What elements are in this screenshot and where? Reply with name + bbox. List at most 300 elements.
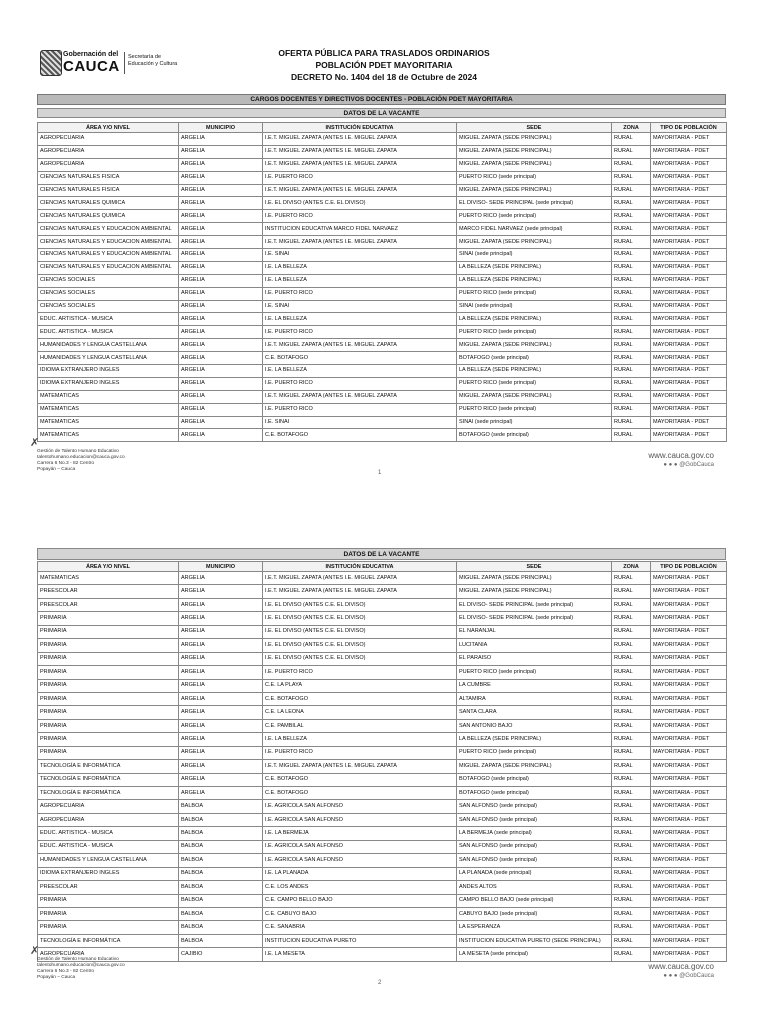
table-cell: MAYORITARIA - PDET <box>651 760 727 773</box>
table-cell: MAYORITARIA - PDET <box>651 300 727 313</box>
table-row <box>38 158 727 171</box>
table-cell: SINAI (sede principal) <box>457 249 612 262</box>
table-cell: MAYORITARIA - PDET <box>651 719 727 732</box>
table-cell: ARGELIA <box>179 352 263 365</box>
table-cell: MAYORITARIA - PDET <box>651 287 727 300</box>
table-cell: RURAL <box>612 666 651 679</box>
table-cell: CIENCIAS NATURALES QUIMICA <box>38 210 179 223</box>
table-cell: MAYORITARIA - PDET <box>651 158 727 171</box>
table-cell: PRIMARIA <box>38 907 179 920</box>
table-cell: I.E. LA PLANADA <box>263 867 457 880</box>
page-number: 2 <box>378 980 382 986</box>
table-cell: MAYORITARIA - PDET <box>651 827 727 840</box>
table-cell: RURAL <box>612 326 651 339</box>
table-cell: RURAL <box>612 197 651 210</box>
table-cell: MAYORITARIA - PDET <box>651 377 727 390</box>
page-number: 1 <box>378 470 382 476</box>
table-cell: CIENCIAS NATURALES QUIMICA <box>38 197 179 210</box>
table-cell: PREESCOLAR <box>38 881 179 894</box>
table-cell: I.E. EL DIVISO (ANTES C.E. EL DIVISO) <box>263 598 457 611</box>
table-cell: RURAL <box>612 934 651 947</box>
table-cell: RURAL <box>612 760 651 773</box>
table-cell: RURAL <box>612 719 651 732</box>
table-cell: PRIMARIA <box>38 652 179 665</box>
table-cell: MAYORITARIA - PDET <box>651 800 727 813</box>
table-cell: I.E. PUERTO RICO <box>263 287 457 300</box>
social-icons: ● ● ● <box>663 973 680 979</box>
table-cell: PUERTO RICO (sede principal) <box>457 746 612 759</box>
table-cell: PRIMARIA <box>38 625 179 638</box>
table-cell: RURAL <box>612 612 651 625</box>
table-cell: RURAL <box>612 625 651 638</box>
column-header: ZONA <box>612 562 651 572</box>
table-cell: CIENCIAS SOCIALES <box>38 287 179 300</box>
table-cell: I.E.T. MIGUEL ZAPATA (ANTES I.E. MIGUEL ZAPATA <box>263 145 457 158</box>
table-cell: PRIMARIA <box>38 639 179 652</box>
table-cell: BALBOA <box>179 800 263 813</box>
table-cell: PRIMARIA <box>38 679 179 692</box>
table-cell: ARGELIA <box>179 429 263 442</box>
table-row <box>38 827 727 840</box>
table-cell: I.E. PUERTO RICO <box>263 326 457 339</box>
social-text: @GobCauca <box>679 462 714 468</box>
table-cell: PUERTO RICO (sede principal) <box>457 210 612 223</box>
table-cell: RURAL <box>612 403 651 416</box>
table-cell: MAYORITARIA - PDET <box>651 652 727 665</box>
table-cell: PRIMARIA <box>38 692 179 705</box>
footer-line: talentohumano.educacion@cauca.gov.co <box>37 455 125 460</box>
table-cell: ARGELIA <box>179 210 263 223</box>
table-row <box>38 934 727 947</box>
table-cell: I.E. PUERTO RICO <box>263 377 457 390</box>
table-cell: ARGELIA <box>179 261 263 274</box>
table-row <box>38 429 727 442</box>
table-cell: BALBOA <box>179 827 263 840</box>
table-cell: CIENCIAS NATURALES FISICA <box>38 171 179 184</box>
table-cell: ARGELIA <box>179 706 263 719</box>
table-row <box>38 236 727 249</box>
table-cell: RURAL <box>612 313 651 326</box>
table-cell: ANDES ALTOS <box>457 881 612 894</box>
table-cell: TECNOLOGÍA E INFORMÁTICA <box>38 787 179 800</box>
table-row <box>38 352 727 365</box>
table-cell: EDUC. ARTISTICA - MUSICA <box>38 313 179 326</box>
table-cell: EL PARAISO <box>457 652 612 665</box>
section-title: DATOS DE LA VACANTE <box>37 108 726 118</box>
table-cell: RURAL <box>612 652 651 665</box>
table-cell: LA BELLEZA (SEDE PRINCIPAL) <box>457 313 612 326</box>
table-row <box>38 639 727 652</box>
table-cell: I.E. AGRICOLA SAN ALFONSO <box>263 854 457 867</box>
table-cell: TECNOLOGÍA E INFORMÁTICA <box>38 773 179 786</box>
table-cell: CAJIBIO <box>179 948 263 961</box>
table-cell: C.E. BOTAFOGO <box>263 773 457 786</box>
table-cell: AGROPECUARIA <box>38 948 179 961</box>
table-cell: I.E. LA BELLEZA <box>263 274 457 287</box>
table-cell: ARGELIA <box>179 313 263 326</box>
table-cell: C.E. LA PLAYA <box>263 679 457 692</box>
table-cell: MIGUEL ZAPATA (SEDE PRINCIPAL) <box>457 236 612 249</box>
footer-contact <box>37 449 125 473</box>
table-cell: MAYORITARIA - PDET <box>651 787 727 800</box>
table-cell: BALBOA <box>179 881 263 894</box>
table-row <box>38 733 727 746</box>
table-cell: EL DIVISO- SEDE PRINCIPAL (sede principal) <box>457 197 612 210</box>
table-row <box>38 210 727 223</box>
table-cell: PRIMARIA <box>38 612 179 625</box>
table-cell: ARGELIA <box>179 572 263 585</box>
table-cell: C.E. BOTAFOGO <box>263 429 457 442</box>
table-cell: MAYORITARIA - PDET <box>651 390 727 403</box>
table-cell: RURAL <box>612 813 651 826</box>
table-cell: RURAL <box>612 352 651 365</box>
table-cell: ARGELIA <box>179 158 263 171</box>
table-cell: I.E. LA BELLEZA <box>263 365 457 378</box>
table-cell: SAN ALFONSO (sede principal) <box>457 840 612 853</box>
table-cell: BALBOA <box>179 813 263 826</box>
table-cell: BALBOA <box>179 854 263 867</box>
table-row <box>38 692 727 705</box>
table-cell: LA BELLEZA (SEDE PRINCIPAL) <box>457 261 612 274</box>
table-cell: HUMANIDADES Y LENGUA CASTELLANA <box>38 352 179 365</box>
table-cell: C.E. CAMPO BELLO BAJO <box>263 894 457 907</box>
table-cell: PRIMARIA <box>38 719 179 732</box>
document-page-1 <box>0 0 768 490</box>
table-cell: RURAL <box>612 339 651 352</box>
column-header: MUNICIPIO <box>179 562 263 572</box>
table-cell: EDUC. ARTISTICA - MUSICA <box>38 326 179 339</box>
table-cell: CIENCIAS SOCIALES <box>38 300 179 313</box>
table-cell: LUCITANIA <box>457 639 612 652</box>
table-cell: I.E. LA BELLEZA <box>263 313 457 326</box>
table-cell: I.E. LA BELLEZA <box>263 261 457 274</box>
table-cell: IDIOMA EXTRANJERO INGLES <box>38 365 179 378</box>
table-cell: RURAL <box>612 692 651 705</box>
table-cell: MAYORITARIA - PDET <box>651 184 727 197</box>
table-cell: EL DIVISO- SEDE PRINCIPAL (sede principal) <box>457 598 612 611</box>
secretaria-label: Secretaría de Educación y Cultura <box>128 54 178 67</box>
table-cell: I.E. AGRICOLA SAN ALFONSO <box>263 840 457 853</box>
table-row <box>38 416 727 429</box>
table-row <box>38 840 727 853</box>
table-row <box>38 625 727 638</box>
table-cell: I.E. LA MESETA <box>263 948 457 961</box>
table-cell: BOTAFOGO (sede principal) <box>457 352 612 365</box>
table-cell: EL DIVISO- SEDE PRINCIPAL (sede principal) <box>457 612 612 625</box>
table-cell: C.E. SANABRIA <box>263 921 457 934</box>
table-cell: I.E.T. MIGUEL ZAPATA (ANTES I.E. MIGUEL ZAPATA <box>263 158 457 171</box>
table-cell: RURAL <box>612 746 651 759</box>
table-cell: C.E. BOTAFOGO <box>263 787 457 800</box>
table-cell: MAYORITARIA - PDET <box>651 733 727 746</box>
table-row <box>38 598 727 611</box>
table-cell: MAYORITARIA - PDET <box>651 907 727 920</box>
table-cell: RURAL <box>612 854 651 867</box>
table-cell: RURAL <box>612 948 651 961</box>
table-cell: ARGELIA <box>179 236 263 249</box>
website-link[interactable]: www.cauca.gov.co <box>648 451 714 460</box>
table-cell: LA BERMEJA (sede principal) <box>457 827 612 840</box>
table-cell: CIENCIAS NATURALES Y EDUCACION AMBIENTAL <box>38 249 179 262</box>
table-cell: I.E.T. MIGUEL ZAPATA (ANTES I.E. MIGUEL ZAPATA <box>263 184 457 197</box>
table-cell: BALBOA <box>179 921 263 934</box>
table-cell: MARCO FIDEL NARVAEZ (sede principal) <box>457 223 612 236</box>
table-cell: CAMPO BELLO BAJO (sede principal) <box>457 894 612 907</box>
table-row <box>38 760 727 773</box>
table-row <box>38 171 727 184</box>
table-cell: BALBOA <box>179 907 263 920</box>
table-cell: LA ESPERANZA <box>457 921 612 934</box>
table-cell: RURAL <box>612 300 651 313</box>
table-row <box>38 666 727 679</box>
table-cell: RURAL <box>612 236 651 249</box>
table-cell: PUERTO RICO (sede principal) <box>457 403 612 416</box>
table-row <box>38 585 727 598</box>
table-cell: I.E. AGRICOLA SAN ALFONSO <box>263 800 457 813</box>
table-cell: MAYORITARIA - PDET <box>651 948 727 961</box>
table-cell: MAYORITARIA - PDET <box>651 773 727 786</box>
column-header: ÁREA Y/O NIVEL <box>38 562 179 572</box>
table-cell: MIGUEL ZAPATA (SEDE PRINCIPAL) <box>457 158 612 171</box>
table-cell: CABUYO BAJO (sede principal) <box>457 907 612 920</box>
table-cell: AGROPECUARIA <box>38 158 179 171</box>
table-cell: BOTAFOGO (sede principal) <box>457 787 612 800</box>
table-row <box>38 184 727 197</box>
table-row <box>38 274 727 287</box>
table-cell: C.E. BOTAFOGO <box>263 692 457 705</box>
table-cell: MAYORITARIA - PDET <box>651 854 727 867</box>
table-cell: MAYORITARIA - PDET <box>651 813 727 826</box>
table-row <box>38 787 727 800</box>
table-row <box>38 249 727 262</box>
table-cell: I.E. PUERTO RICO <box>263 746 457 759</box>
table-cell: MIGUEL ZAPATA (SEDE PRINCIPAL) <box>457 390 612 403</box>
table-cell: MAYORITARIA - PDET <box>651 197 727 210</box>
table-cell: MIGUEL ZAPATA (SEDE PRINCIPAL) <box>457 572 612 585</box>
table-cell: I.E. LA BERMEJA <box>263 827 457 840</box>
table-cell: RURAL <box>612 867 651 880</box>
column-header: ZONA <box>612 123 651 133</box>
table-cell: ARGELIA <box>179 274 263 287</box>
table-cell: RURAL <box>612 365 651 378</box>
table-cell: RURAL <box>612 773 651 786</box>
table-cell: MAYORITARIA - PDET <box>651 666 727 679</box>
table-row <box>38 313 727 326</box>
table-cell: INSTITUCION EDUCATIVA MARCO FIDEL NARVAEZ <box>263 223 457 236</box>
table-cell: I.E. PUERTO RICO <box>263 210 457 223</box>
table-row <box>38 894 727 907</box>
table-cell: RURAL <box>612 390 651 403</box>
table-cell: RURAL <box>612 585 651 598</box>
footer-line: talentohumano.educacion@cauca.gov.co <box>37 963 125 968</box>
table-cell: INSTITUCION EDUCATIVA PURETO <box>263 934 457 947</box>
table-cell: MAYORITARIA - PDET <box>651 598 727 611</box>
table-row <box>38 223 727 236</box>
table-cell: IDIOMA EXTRANJERO INGLES <box>38 377 179 390</box>
table-row <box>38 261 727 274</box>
table-cell: ARGELIA <box>179 692 263 705</box>
table-cell: SAN ALFONSO (sede principal) <box>457 813 612 826</box>
table-row <box>38 390 727 403</box>
social-text: @GobCauca <box>679 973 714 979</box>
table-cell: ARGELIA <box>179 287 263 300</box>
column-header: SEDE <box>457 562 612 572</box>
table-cell: CIENCIAS NATURALES Y EDUCACION AMBIENTAL <box>38 236 179 249</box>
table-cell: MAYORITARIA - PDET <box>651 145 727 158</box>
social-icons: ● ● ● <box>663 462 680 468</box>
table-row <box>38 145 727 158</box>
table-cell: MIGUEL ZAPATA (SEDE PRINCIPAL) <box>457 339 612 352</box>
column-header: TIPO DE POBLACIÓN <box>651 123 727 133</box>
table-cell: ARGELIA <box>179 145 263 158</box>
website-link[interactable]: www.cauca.gov.co <box>648 962 714 971</box>
table-cell: RURAL <box>612 171 651 184</box>
table-row <box>38 403 727 416</box>
table-row <box>38 813 727 826</box>
table-cell: RURAL <box>612 881 651 894</box>
table-cell: I.E.T. MIGUEL ZAPATA (ANTES I.E. MIGUEL ZAPATA <box>263 760 457 773</box>
table-cell: I.E. SINAI <box>263 300 457 313</box>
table-cell: ARGELIA <box>179 652 263 665</box>
table-row <box>38 365 727 378</box>
table-cell: MAYORITARIA - PDET <box>651 403 727 416</box>
table-cell: MATEMATICAS <box>38 390 179 403</box>
table-row <box>38 377 727 390</box>
scan-mark-icon: ✗ <box>30 945 40 957</box>
table-cell: MAYORITARIA - PDET <box>651 352 727 365</box>
table-cell: EDUC. ARTISTICA - MUSICA <box>38 827 179 840</box>
table-cell: ARGELIA <box>179 585 263 598</box>
table-cell: C.E. CABUYO BAJO <box>263 907 457 920</box>
table-cell: ARGELIA <box>179 365 263 378</box>
table-cell: SAN ALFONSO (sede principal) <box>457 800 612 813</box>
table-cell: LA BELLEZA (SEDE PRINCIPAL) <box>457 365 612 378</box>
table-cell: ARGELIA <box>179 773 263 786</box>
social-handle <box>663 462 714 468</box>
table-cell: ARGELIA <box>179 612 263 625</box>
vacancy-table-page-2 <box>37 561 727 962</box>
table-cell: ARGELIA <box>179 666 263 679</box>
table-row <box>38 800 727 813</box>
scan-mark-icon: ✗ <box>30 437 40 449</box>
table-cell: ARGELIA <box>179 133 263 146</box>
table-cell: PRIMARIA <box>38 746 179 759</box>
table-cell: ARGELIA <box>179 625 263 638</box>
table-cell: RURAL <box>612 261 651 274</box>
table-cell: PRIMARIA <box>38 733 179 746</box>
table-header-row <box>38 123 727 133</box>
table-cell: I.E.T. MIGUEL ZAPATA (ANTES I.E. MIGUEL ZAPATA <box>263 390 457 403</box>
table-cell: PUERTO RICO (sede principal) <box>457 666 612 679</box>
table-cell: PREESCOLAR <box>38 598 179 611</box>
table-cell: BALBOA <box>179 934 263 947</box>
table-cell: RURAL <box>612 158 651 171</box>
table-cell: PRIMARIA <box>38 921 179 934</box>
table-cell: RURAL <box>612 274 651 287</box>
table-row <box>38 948 727 961</box>
table-cell: PUERTO RICO (sede principal) <box>457 326 612 339</box>
decree-line: DECRETO No. 1404 del 18 de Octubre de 2024 <box>291 72 477 82</box>
footer-line: Carrera 6 No.3 - 82 Centro <box>37 461 95 466</box>
table-cell: PUERTO RICO (sede principal) <box>457 287 612 300</box>
table-cell: MAYORITARIA - PDET <box>651 210 727 223</box>
table-cell: I.E.T. MIGUEL ZAPATA (ANTES I.E. MIGUEL ZAPATA <box>263 236 457 249</box>
table-cell: MAYORITARIA - PDET <box>651 326 727 339</box>
table-cell: ARGELIA <box>179 249 263 262</box>
table-cell: INSTITUCION EDUCATIVA PURETO (SEDE PRINCIPAL) <box>457 934 612 947</box>
table-cell: AGROPECUARIA <box>38 813 179 826</box>
table-cell: MATEMATICAS <box>38 416 179 429</box>
table-cell: RURAL <box>612 840 651 853</box>
table-cell: RURAL <box>612 377 651 390</box>
table-row <box>38 652 727 665</box>
table-cell: ARGELIA <box>179 390 263 403</box>
table-row <box>38 854 727 867</box>
table-cell: RURAL <box>612 598 651 611</box>
table-cell: MAYORITARIA - PDET <box>651 236 727 249</box>
table-cell: I.E. EL DIVISO (ANTES C.E. EL DIVISO) <box>263 652 457 665</box>
table-cell: ARGELIA <box>179 403 263 416</box>
table-cell: CIENCIAS NATURALES Y EDUCACION AMBIENTAL <box>38 261 179 274</box>
table-cell: PUERTO RICO (sede principal) <box>457 171 612 184</box>
table-cell: RURAL <box>612 827 651 840</box>
table-cell: MAYORITARIA - PDET <box>651 867 727 880</box>
table-cell: RURAL <box>612 639 651 652</box>
table-cell: RURAL <box>612 287 651 300</box>
table-cell: CIENCIAS NATURALES FISICA <box>38 184 179 197</box>
table-cell: PUERTO RICO (sede principal) <box>457 377 612 390</box>
table-cell: RURAL <box>612 133 651 146</box>
table-cell: MAYORITARIA - PDET <box>651 612 727 625</box>
table-cell: MAYORITARIA - PDET <box>651 692 727 705</box>
table-cell: RURAL <box>612 907 651 920</box>
table-cell: I.E. EL DIVISO (ANTES C.E. EL DIVISO) <box>263 612 457 625</box>
table-cell: MAYORITARIA - PDET <box>651 339 727 352</box>
table-cell: LA MESETA (sede principal) <box>457 948 612 961</box>
table-cell: I.E.T. MIGUEL ZAPATA (ANTES I.E. MIGUEL ZAPATA <box>263 585 457 598</box>
table-body <box>38 133 727 442</box>
table-cell: MAYORITARIA - PDET <box>651 840 727 853</box>
table-cell: PREESCOLAR <box>38 585 179 598</box>
logo-small-text: Gobernación del <box>63 51 119 58</box>
table-cell: MAYORITARIA - PDET <box>651 133 727 146</box>
table-cell: ARGELIA <box>179 416 263 429</box>
table-cell: ARGELIA <box>179 639 263 652</box>
section-banner: CARGOS DOCENTES Y DIRECTIVOS DOCENTES - POBLACIÓN PDET MAYORITARIA <box>37 94 726 105</box>
table-cell: RURAL <box>612 921 651 934</box>
logo-big-text: CAUCA <box>63 58 120 75</box>
table-cell: LA BELLEZA (SEDE PRINCIPAL) <box>457 733 612 746</box>
document-page-2 <box>0 520 768 1024</box>
table-cell: BOTAFOGO (sede principal) <box>457 429 612 442</box>
table-cell: AGROPECUARIA <box>38 145 179 158</box>
table-cell: C.E. LA LEONA <box>263 706 457 719</box>
footer-line: Gestión de Talento Humano Educativo <box>37 449 119 454</box>
table-cell: BALBOA <box>179 840 263 853</box>
table-cell: RURAL <box>612 787 651 800</box>
column-header: TIPO DE POBLACIÓN <box>651 562 727 572</box>
table-cell: SINAI (sede principal) <box>457 300 612 313</box>
table-row <box>38 300 727 313</box>
table-cell: I.E. EL DIVISO (ANTES C.E. EL DIVISO) <box>263 197 457 210</box>
table-row <box>38 287 727 300</box>
vacancy-table-page-1 <box>37 122 727 442</box>
footer-line: Popayán – Cauca <box>37 467 76 472</box>
table-cell: MATEMATICAS <box>38 403 179 416</box>
table-cell: MATEMATICAS <box>38 429 179 442</box>
table-cell: RURAL <box>612 145 651 158</box>
table-cell: I.E.T. MIGUEL ZAPATA (ANTES I.E. MIGUEL ZAPATA <box>263 133 457 146</box>
